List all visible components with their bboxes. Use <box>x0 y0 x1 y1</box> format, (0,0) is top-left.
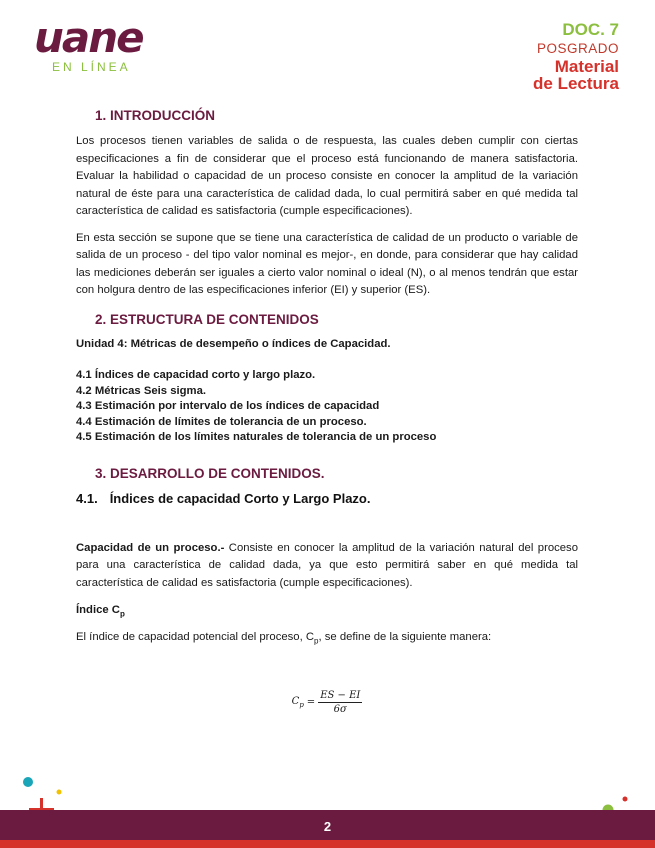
footer-accent-bar <box>0 840 655 848</box>
development-heading: 3. DESARROLLO DE CONTENIDOS. <box>95 465 325 481</box>
formula-equals: = <box>306 696 316 708</box>
subsection-title: Índices de capacidad Corto y Largo Plazo. <box>109 490 371 506</box>
cp-formula <box>76 690 578 715</box>
content-list <box>76 337 578 446</box>
formula-lhs-symbol: C <box>291 695 300 707</box>
index-text-sub: p <box>314 636 319 645</box>
page-number: 2 <box>323 819 332 834</box>
red-dot <box>623 797 628 802</box>
formula-denominator: 6σ <box>333 703 347 715</box>
index-text-a: El índice de capacidad potencial del proceso, C <box>76 630 315 643</box>
unit-title: Unidad 4: Métricas de desempeño o índices de Capacidad. <box>76 337 391 350</box>
list-item: 4.2 Métricas Seis sigma. <box>76 384 206 397</box>
index-heading-sub: p <box>119 609 125 619</box>
teal-dot <box>23 777 33 787</box>
formula-lhs <box>292 696 304 709</box>
index-heading-text: Índice C <box>76 604 120 616</box>
list-item: 4.4 Estimación de límites de tolerancia de un proceso. <box>76 415 367 428</box>
document-header <box>533 20 619 92</box>
material-line-2: de Lectura <box>533 74 619 93</box>
logo-subtitle: EN LÍNEA <box>52 60 131 74</box>
yellow-dot <box>57 790 62 795</box>
intro-paragraph-1: Los procesos tienen variables de salida o de respuesta, las cuales deben cumplir con ciertas especificaciones a fin de considerar que el proceso está funcionando de manera satisfactoria. Evaluar la habilidad o capacidad de un proceso consiste en conocer la amplitud de la variación natural de éste para una característica de calidad dada, lo cual permitirá saber en qué medida tal característica de calidad es satisfactoria (cumple especificaciones). <box>76 135 578 217</box>
structure-heading: 2. ESTRUCTURA DE CONTENIDOS <box>95 311 319 327</box>
list-item: 4.5 Estimación de los límites naturales de tolerancia de un proceso <box>76 431 437 443</box>
formula-fraction <box>318 690 362 715</box>
material-line-1: Material <box>554 57 619 76</box>
list-item: 4.1 Índices de capacidad corto y largo plazo. <box>76 369 316 381</box>
capacity-text: Consiste en conocer la amplitud de la variación natural del proceso para una característica de calidad dada, ya que esto permitirá saber en qué medida tal característica de calidad es satisfactoria (cumple especificaciones). <box>76 541 578 589</box>
logo-word: uane <box>34 13 143 62</box>
doc-number: DOC. 7 <box>562 20 619 39</box>
index-paragraph <box>76 629 578 650</box>
doc-level: POSGRADO <box>536 41 619 56</box>
intro-paragraph-2: En esta sección se supone que se tiene una característica de calidad de un producto o variable de salida de un proceso - del tipo valor nominal es mejor-, en donde, para considerar que hay calidad las mediciones deberán ser iguales a cierto valor nominal o ideal (N), o al menos tendrán que estar con holgura dentro de las especificaciones inferior (EI) y superior (ES). <box>76 231 578 296</box>
capacity-term: Capacidad de un proceso.- <box>76 541 225 554</box>
page-content <box>76 108 578 715</box>
capacity-paragraph <box>76 540 578 593</box>
index-text-b: , se define de la siguiente manera: <box>318 630 492 643</box>
uane-logo <box>34 13 164 74</box>
intro-heading: 1. INTRODUCCIÓN <box>95 108 216 123</box>
formula-numerator: ES − EI <box>320 689 361 701</box>
subsection-heading <box>76 491 578 506</box>
index-heading <box>76 602 578 623</box>
formula-lhs-sub: p <box>299 700 304 709</box>
subsection-number: 4.1. <box>76 490 98 506</box>
list-item: 4.3 Estimación por intervalo de los índices de capacidad <box>76 400 380 412</box>
